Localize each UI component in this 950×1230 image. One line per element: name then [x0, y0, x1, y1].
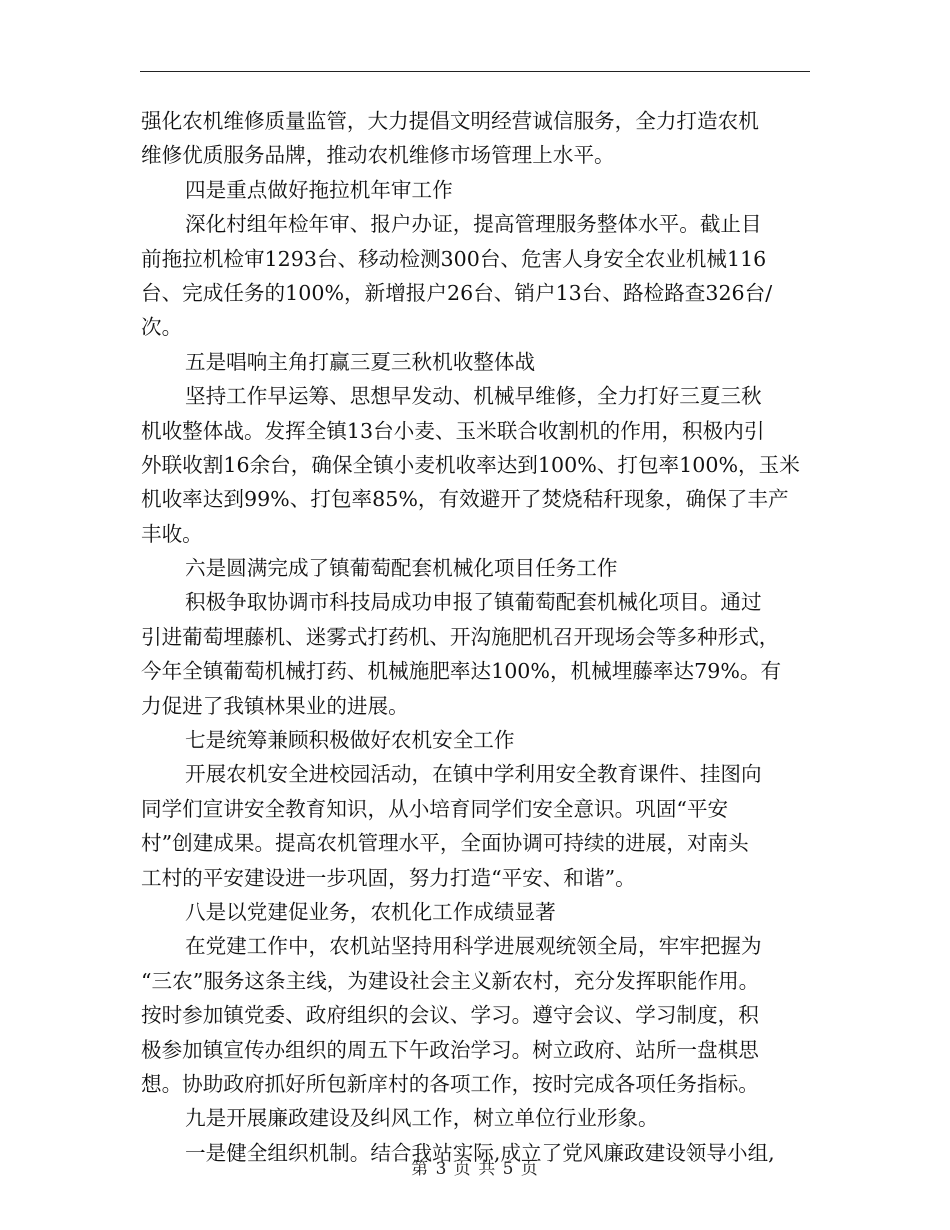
- text-line: 工村的平安建设进一步巩固，努力打造“平安、和谐”。: [141, 865, 636, 890]
- text-line: 强化农机维修质量监管，大力提倡文明经营诚信服务，全力打造农机: [141, 109, 759, 133]
- text-line: 力促进了我镇林果业的进展。: [141, 693, 409, 718]
- text-line: 五是唱响主角打赢三夏三秋机收整体战: [185, 349, 536, 374]
- text-line: 按时参加镇党委、政府组织的会议、学习。遵守会议、学习制度，积: [141, 1003, 759, 1028]
- text-line: 在党建工作中，农机站坚持用科学进展观统领全局，牢牢把握为: [185, 934, 762, 959]
- text-line: 四是重点做好拖拉机年审工作: [185, 177, 453, 202]
- text-line: 六是圆满完成了镇葡萄配套机械化项目任务工作: [185, 556, 618, 581]
- text-line: 九是开展廉政建设及纠风工作，树立单位行业形象。: [185, 1106, 659, 1131]
- text-line: 积极争取协调市科技局成功申报了镇葡萄配套机械化项目。通过: [185, 590, 762, 615]
- text-line: 台、完成任务的100%，新增报户26台、销户13台、路检路查326台/: [141, 280, 773, 305]
- text-line: 坚持工作早运筹、思想早发动、机械早维修，全力打好三夏三秋: [185, 384, 762, 409]
- text-line: 想。协助政府抓好所包新庠村的各项工作，按时完成各项任务指标。: [141, 1071, 759, 1096]
- text-line: 引进葡萄埋藤机、迷雾式打药机、开沟施肥机召开现场会等多种形式，: [141, 624, 780, 649]
- document-body: [141, 104, 809, 1170]
- text-line: “三农”服务这条主线，为建设社会主义新农村，充分发挥职能作用。: [141, 968, 760, 993]
- text-line: 一是健全组织机制。结合我站实际,成立了党风廉政建设领导小组,: [185, 1140, 775, 1165]
- text-line: 同学们宣讲安全教育知识，从小培育同学们安全意识。巩固“平安: [141, 796, 729, 821]
- page-number-footer: 第 3 页 共 5 页: [411, 1159, 539, 1179]
- text-line: 次。: [141, 315, 183, 340]
- text-line: 外联收割16余台，确保全镇小麦机收率达到100%、打包率100%，玉米: [141, 452, 800, 477]
- text-line: 丰收。: [141, 521, 203, 546]
- text-line: 维修优质服务品牌，推动农机维修市场管理上水平。: [141, 143, 615, 168]
- text-line: 深化村组年检年审、报户办证，提高管理服务整体水平。截止目: [185, 212, 762, 237]
- header-rule: [140, 71, 810, 72]
- text-line: 八是以党建促业务，农机化工作成绩显著: [185, 899, 556, 924]
- text-line: 极参加镇宣传办组织的周五下午政治学习。树立政府、站所一盘棋思: [141, 1037, 759, 1062]
- text-line: 开展农机安全进校园活动，在镇中学利用安全教育课件、挂图向: [185, 762, 762, 787]
- text-line: 今年全镇葡萄机械打药、机械施肥率达100%，机械埋藤率达79%。有: [141, 659, 782, 684]
- text-line: 机收整体战。发挥全镇13台小麦、玉米联合收割机的作用，积极内引: [141, 418, 765, 443]
- text-line: 村”创建成果。提高农机管理水平，全面协调可持续的进展，对南头: [141, 831, 749, 856]
- text-line: 机收率达到99%、打包率85%，有效避开了焚烧秸秆现象，确保了丰产: [141, 487, 789, 512]
- text-line: 前拖拉机检审1293台、移动检测300台、危害人身安全农业机械116: [141, 246, 767, 271]
- text-line: 七是统筹兼顾积极做好农机安全工作: [185, 728, 515, 753]
